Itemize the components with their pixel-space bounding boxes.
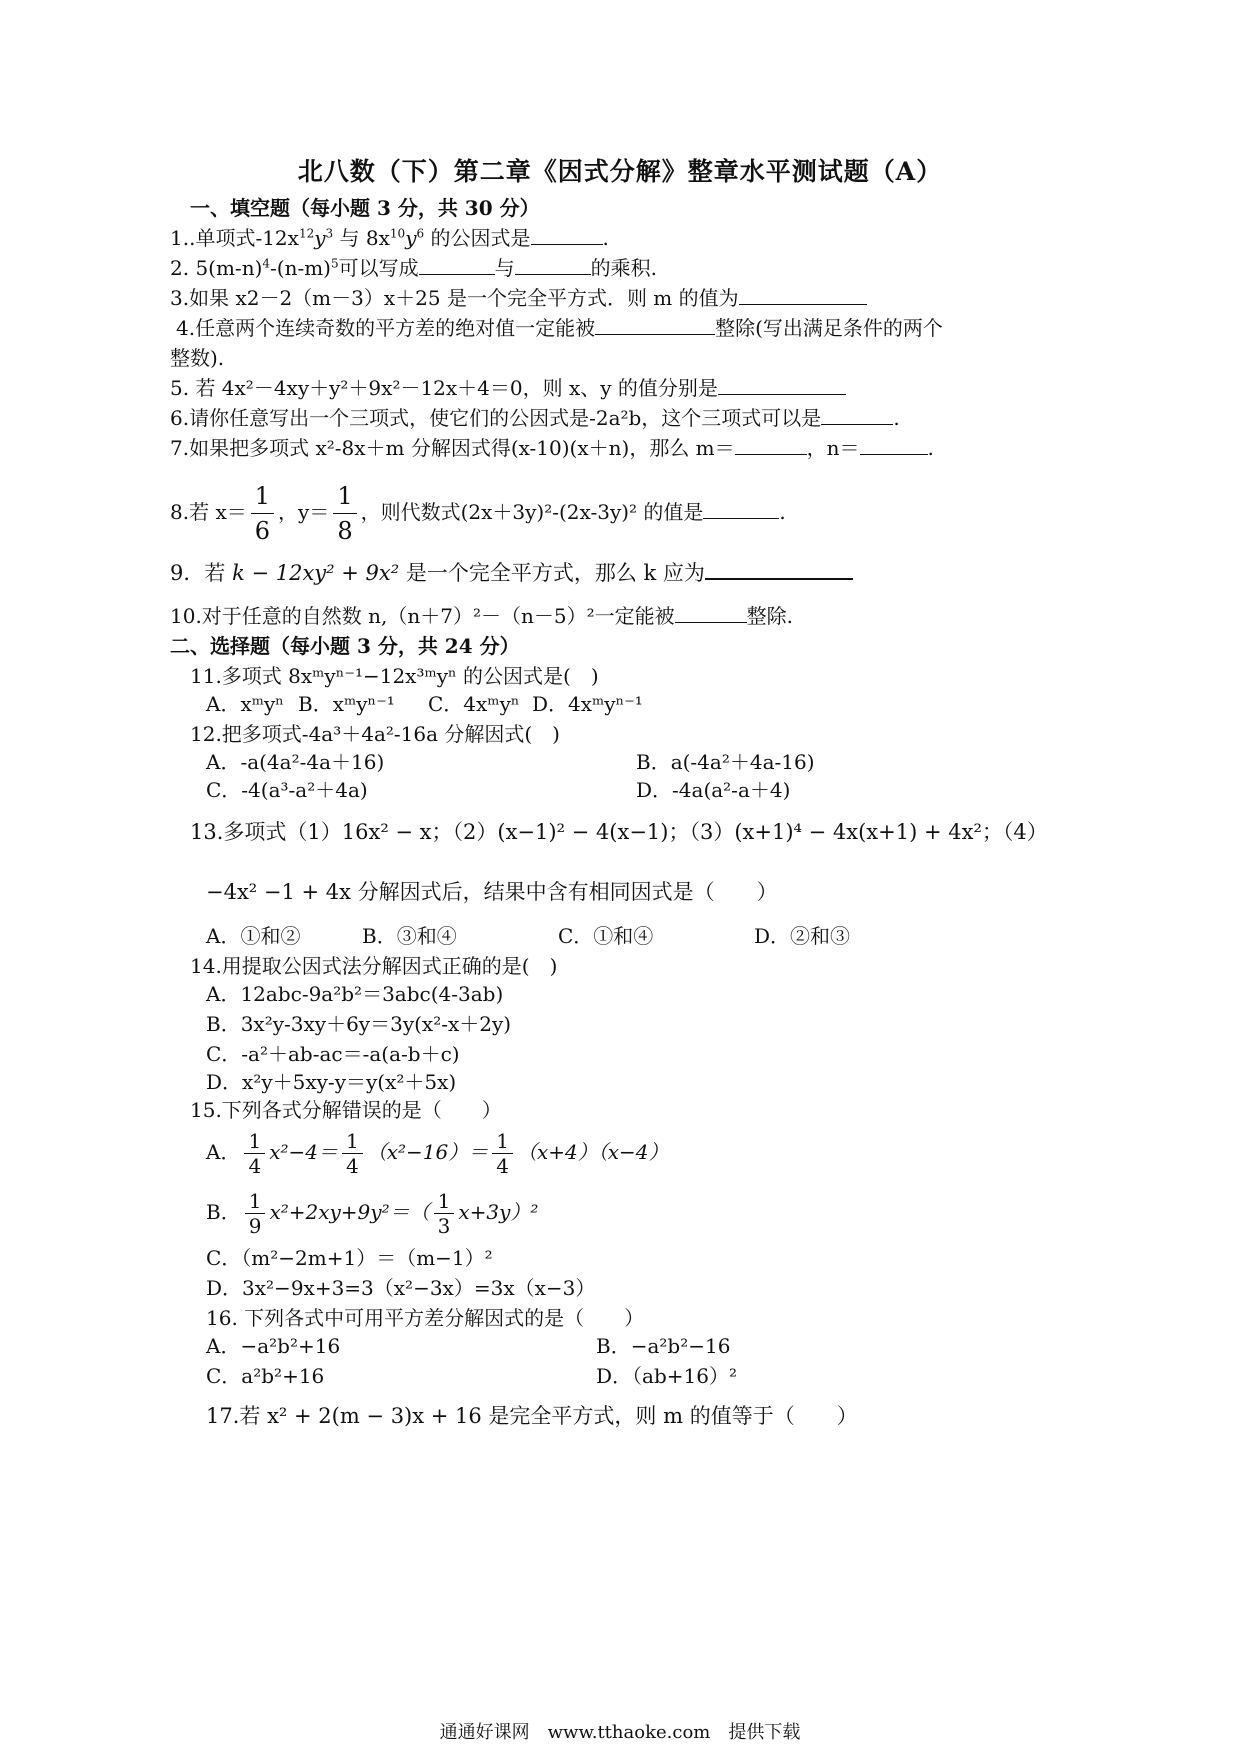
answer-blank[interactable]	[735, 434, 807, 455]
question-11-options	[206, 690, 643, 718]
question-3: 3.如果 x2－2（m－3）x＋25 是一个完全平方式．则 m 的值为	[170, 284, 867, 312]
fraction-one-eighth: $\frac{1}{8}$	[333, 479, 356, 548]
option-a[interactable]: A． $\frac{1}{4}$ x²−4＝ $\frac{1}{4}$ （x²−16）＝ $\frac{1}{4}$ （x+4）（x−4）	[206, 1129, 669, 1178]
question-4-cont: 整数).	[170, 346, 225, 370]
page-title: 北八数（下）第二章《因式分解》整章水平测试题（A）	[297, 157, 943, 186]
option-c[interactable]: C．a²b²+16	[206, 1364, 325, 1388]
question-12: 12.把多项式-4a³＋4a²-16a 分解因式( )	[190, 722, 560, 746]
option-c[interactable]: C．4xᵐyⁿ	[428, 692, 520, 716]
fraction-third: $\frac{1}{3}$	[434, 1189, 455, 1238]
option-a[interactable]: A．①和②	[206, 924, 301, 948]
option-c[interactable]: C．-4(a³-a²＋4a)	[206, 778, 368, 802]
option-b[interactable]: B．3x²y-3xy＋6y＝3y(x²-x＋2y)	[206, 1012, 512, 1036]
question-6: 6.请你任意写出一个三项式，使它们的公因式是-2a²b，这个三项式可以是 .	[170, 406, 900, 430]
option-c[interactable]: C．-a²＋ab-ac＝-a(a-b＋c)	[206, 1042, 460, 1066]
answer-blank[interactable]	[419, 254, 495, 275]
question-15: 15.下列各式分解错误的是（ ）	[190, 1098, 502, 1122]
question-8: 8.若 x＝ $\frac{1}{6}$ ，y＝ $\frac{1}{8}$ ，则代数式(2x＋3y)²-(2x-3y)² 的值是 .	[170, 478, 786, 548]
question-4: 4.任意两个连续奇数的平方差的绝对值一定能被 整除(写出满足条件的两个	[176, 316, 943, 340]
option-c[interactable]: C．（m²−2m+1）＝（m−1）²	[206, 1246, 493, 1270]
option-d[interactable]: D．4xᵐyⁿ⁻¹	[532, 692, 643, 716]
option-b[interactable]: B．③和④	[362, 924, 457, 948]
answer-blank[interactable]	[515, 254, 591, 275]
option-c[interactable]: C．①和④	[558, 924, 654, 948]
question-1: 1..单项式$-12x^{12}y^3$ 与 $8x^{10}y^6$ 的公因式是 .	[170, 226, 609, 250]
option-d[interactable]: D．-4a(a²-a＋4)	[636, 778, 791, 802]
option-a[interactable]: A．xᵐyⁿ	[206, 692, 284, 716]
question-9: 9．若 k − 12xy² + 9x² 是一个完全平方式，那么 k 应为	[170, 558, 853, 587]
option-b[interactable]: B．xᵐyⁿ⁻¹	[298, 692, 395, 716]
answer-blank[interactable]	[703, 498, 779, 519]
fraction-ninth: $\frac{1}{9}$	[245, 1189, 266, 1238]
question-13-cont: −4x² −1 + 4x 分解因式后，结果中含有相同因式是（ ）	[206, 880, 778, 904]
answer-blank[interactable]	[718, 374, 846, 395]
answer-blank[interactable]	[705, 558, 853, 580]
question-10: 10.对于任意的自然数 n,（n＋7）²－（n－5）²一定能被 整除.	[170, 604, 794, 628]
question-13: 13.多项式（1）16x² − x；（2）(x−1)² − 4(x−1)；（3）(x+1)⁴ − 4x(x+1) + 4x²；（4）	[190, 820, 1048, 844]
section-fill-in: 一、填空题（每小题 3 分，共 30 分）	[190, 196, 540, 220]
question-5: 5. 若 4x²－4xy＋y²＋9x²－12x＋4＝0，则 x、y 的值分别是	[170, 374, 846, 402]
option-b[interactable]: B．a(-4a²＋4a-16)	[636, 750, 815, 774]
question-2: 2. $5(m-n)^4-(n-m)^5$可以写成 与 的乘积.	[170, 256, 657, 280]
fraction-quarter: $\frac{1}{4}$	[492, 1129, 513, 1178]
answer-blank[interactable]	[595, 314, 715, 335]
fraction-quarter: $\frac{1}{4}$	[342, 1129, 363, 1178]
option-b[interactable]: B． $\frac{1}{9}$ x²+2xy+9y²＝（ $\frac{1}{3}$ x+3y）²	[206, 1189, 539, 1238]
fraction-one-sixth: $\frac{1}{6}$	[251, 479, 274, 548]
question-17: 17.若 x² + 2(m − 3)x + 16 是完全平方式，则 m 的值等于（ ）	[206, 1404, 858, 1428]
option-d[interactable]: D．②和③	[754, 924, 851, 948]
answer-blank[interactable]	[739, 284, 867, 305]
option-a[interactable]: A．12abc-9a²b²＝3abc(4-3ab)	[206, 982, 504, 1006]
fraction-quarter: $\frac{1}{4}$	[244, 1129, 265, 1178]
answer-blank[interactable]	[821, 404, 893, 425]
answer-blank[interactable]	[531, 224, 603, 245]
option-d[interactable]: D．（ab+16）²	[596, 1364, 737, 1388]
option-d[interactable]: D．x²y＋5xy-y＝y(x²＋5x)	[206, 1070, 457, 1094]
option-d[interactable]: D．3x²−9x+3=3（x²−3x）=3x（x−3）	[206, 1276, 596, 1300]
question-11: 11.多项式 8xᵐyⁿ⁻¹−12x³ᵐyⁿ 的公因式是( )	[190, 664, 599, 688]
question-16: 16. 下列各式中可用平方差分解因式的是（ ）	[206, 1306, 645, 1330]
question-13-options	[206, 922, 850, 950]
section-multiple-choice: 二、选择题（每小题 3 分，共 24 分）	[170, 634, 520, 658]
answer-blank[interactable]	[675, 602, 747, 623]
option-b[interactable]: B．−a²b²−16	[596, 1334, 731, 1358]
question-7: 7.如果把多项式 x²-8x＋m 分解因式得(x-10)(x＋n)，那么 m＝ ，n＝ .	[170, 436, 934, 460]
page-footer: 通通好课网 www.tthaoke.com 提供下载	[439, 1722, 801, 1743]
option-a[interactable]: A．-a(4a²-4a＋16)	[206, 750, 385, 774]
question-14: 14.用提取公因式法分解因式正确的是( )	[190, 954, 558, 978]
answer-blank[interactable]	[860, 434, 928, 455]
option-a[interactable]: A．−a²b²+16	[206, 1334, 341, 1358]
